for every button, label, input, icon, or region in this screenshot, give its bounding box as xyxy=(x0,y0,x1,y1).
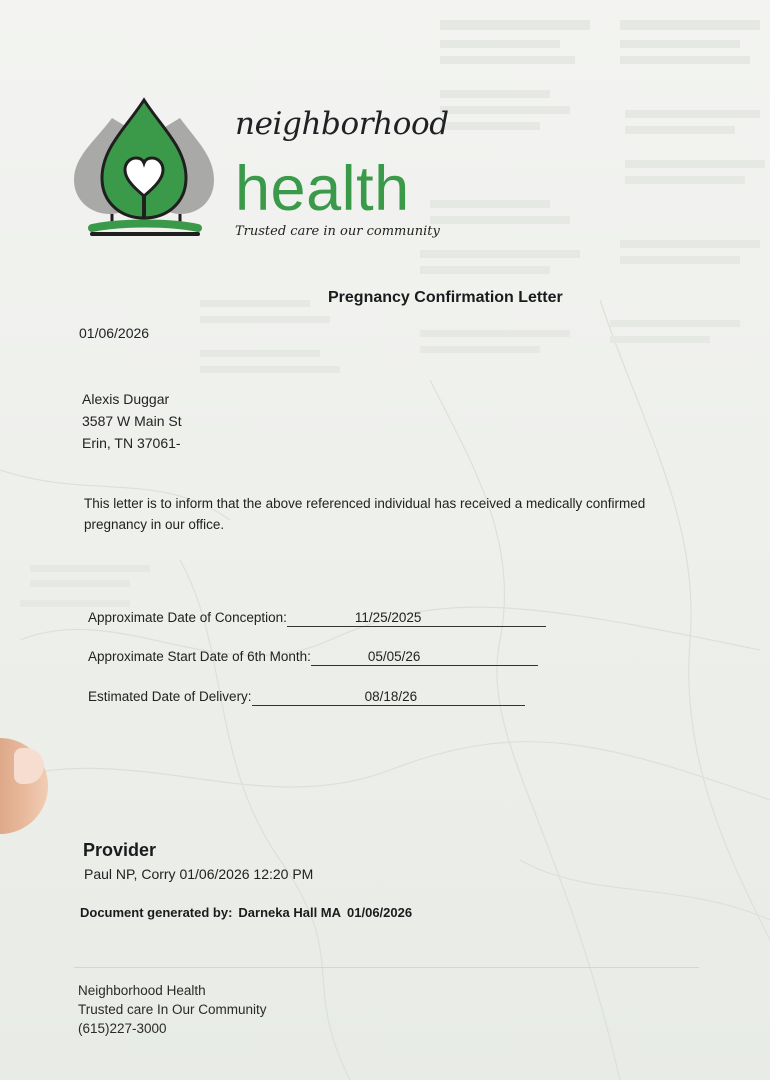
field-value: 11/25/2025 xyxy=(287,610,547,627)
leaf-heart-logo-icon xyxy=(70,96,230,246)
field-value: 08/18/26 xyxy=(252,689,526,706)
field-label: Approximate Date of Conception: xyxy=(88,610,287,625)
provider-signature-line: Paul NP, Corry 01/06/2026 12:20 PM xyxy=(84,866,314,882)
generated-name: Darneka Hall MA xyxy=(238,905,342,920)
field-label: Approximate Start Date of 6th Month: xyxy=(88,649,311,664)
letter-title: Pregnancy Confirmation Letter xyxy=(328,289,563,306)
footer-divider xyxy=(74,967,699,968)
field-conception-date xyxy=(88,610,546,627)
recipient-city-line: Erin, TN 37061- xyxy=(82,435,181,451)
provider-heading: Provider xyxy=(83,840,157,860)
recipient-name: Alexis Duggar xyxy=(82,391,170,407)
generated-date: 01/06/2026 xyxy=(347,905,413,920)
footer-org-name: Neighborhood Health xyxy=(78,983,206,998)
brand-name-line2: health xyxy=(235,154,410,224)
generated-label: Document generated by: xyxy=(80,905,233,920)
recipient-address xyxy=(82,388,182,454)
brand-name-line1: neighborhood xyxy=(235,106,449,142)
footer-phone: (615)227-3000 xyxy=(78,1021,167,1036)
letter-date: 01/06/2026 xyxy=(79,325,150,341)
footer-contact xyxy=(78,981,267,1038)
document-generated-by xyxy=(80,905,412,920)
footer-tagline: Trusted care In Our Community xyxy=(78,1002,267,1017)
neighborhood-health-logo xyxy=(70,96,449,261)
field-label: Estimated Date of Delivery: xyxy=(88,689,252,704)
field-sixth-month-start xyxy=(88,649,538,666)
field-delivery-date xyxy=(88,689,525,706)
letter-body: This letter is to inform that the above referenced individual has received a medically confirmed pregnancy in our office. xyxy=(84,496,646,532)
brand-tagline: Trusted care in our community xyxy=(235,224,440,239)
recipient-street: 3587 W Main St xyxy=(82,413,182,429)
field-value: 05/05/26 xyxy=(311,649,539,666)
